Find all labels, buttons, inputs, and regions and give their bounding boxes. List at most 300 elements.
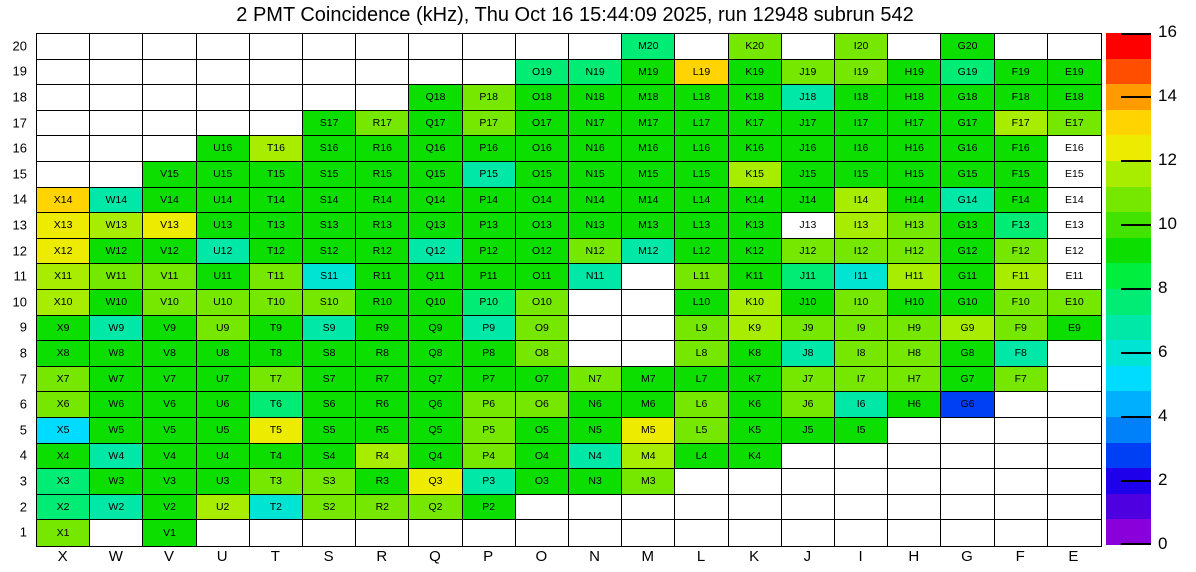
heatmap-cell: T14	[250, 188, 303, 214]
heatmap-cell	[250, 111, 303, 137]
heatmap-cell: U8	[197, 341, 250, 367]
heatmap-cell: R3	[356, 469, 409, 495]
heatmap-cell: P7	[463, 367, 516, 393]
heatmap-cell: R9	[356, 316, 409, 342]
heatmap-cell: X12	[37, 239, 90, 265]
colorbar-tick-label: 12	[1158, 150, 1177, 170]
heatmap-cell: J16	[782, 136, 835, 162]
heatmap-cell	[303, 34, 356, 60]
heatmap-cell: X9	[37, 316, 90, 342]
heatmap-cell: P15	[463, 162, 516, 188]
heatmap-cell: V5	[143, 418, 196, 444]
heatmap-cell: G15	[941, 162, 994, 188]
heatmap-cell	[995, 392, 1048, 418]
heatmap-cell: T2	[250, 495, 303, 521]
heatmap-cell	[995, 469, 1048, 495]
heatmap-cell: K8	[729, 341, 782, 367]
heatmap-cell: F11	[995, 264, 1048, 290]
heatmap-cell: O4	[516, 444, 569, 470]
heatmap-cell: H16	[888, 136, 941, 162]
heatmap-cell: M7	[622, 367, 675, 393]
heatmap-cell	[1048, 444, 1101, 470]
heatmap-cell	[250, 85, 303, 111]
heatmap-cell: S16	[303, 136, 356, 162]
heatmap-cell	[90, 162, 143, 188]
heatmap-cell: G14	[941, 188, 994, 214]
heatmap-cell	[90, 85, 143, 111]
heatmap-cell	[835, 520, 888, 546]
heatmap-cell	[1048, 34, 1101, 60]
heatmap-cell: O17	[516, 111, 569, 137]
heatmap-cell	[356, 34, 409, 60]
heatmap-cell: O13	[516, 213, 569, 239]
heatmap-cell: H8	[888, 341, 941, 367]
heatmap-cell: J10	[782, 290, 835, 316]
colorbar-band	[1106, 187, 1151, 213]
y-axis-label: 9	[19, 319, 27, 335]
heatmap-cell	[888, 418, 941, 444]
heatmap-cell: M17	[622, 111, 675, 137]
x-axis-label: M	[641, 548, 655, 565]
heatmap-cell: Q13	[409, 213, 462, 239]
heatmap-cell: L10	[675, 290, 728, 316]
heatmap-cell: W13	[90, 213, 143, 239]
heatmap-cell	[835, 495, 888, 521]
heatmap-cell: K14	[729, 188, 782, 214]
heatmap-cell: N5	[569, 418, 622, 444]
heatmap-cell	[782, 34, 835, 60]
x-axis-label: X	[57, 548, 68, 565]
heatmap-cell	[569, 495, 622, 521]
heatmap-cell	[622, 495, 675, 521]
heatmap-cell: G19	[941, 60, 994, 86]
heatmap-cell: R7	[356, 367, 409, 393]
heatmap-cell: T15	[250, 162, 303, 188]
heatmap-cell: J19	[782, 60, 835, 86]
heatmap-cell: P9	[463, 316, 516, 342]
heatmap-cell: U5	[197, 418, 250, 444]
heatmap-cell	[888, 495, 941, 521]
page-title: 2 PMT Coincidence (kHz), Thu Oct 16 15:44:09 2025, run 12948 subrun 542	[236, 4, 914, 26]
heatmap-cell: Q15	[409, 162, 462, 188]
colorbar-tick	[1121, 224, 1151, 226]
heatmap-cell: O15	[516, 162, 569, 188]
heatmap-cell: L5	[675, 418, 728, 444]
heatmap-cell	[622, 341, 675, 367]
heatmap-cell: L7	[675, 367, 728, 393]
y-axis-label: 14	[12, 191, 27, 207]
colorbar-tick	[1121, 543, 1151, 545]
heatmap-cell	[888, 444, 941, 470]
heatmap-cell: W12	[90, 239, 143, 265]
heatmap-cell	[90, 34, 143, 60]
heatmap-cell	[622, 290, 675, 316]
heatmap-cell: V15	[143, 162, 196, 188]
heatmap-cell: U2	[197, 495, 250, 521]
heatmap-cell	[1048, 392, 1101, 418]
heatmap-cell: J15	[782, 162, 835, 188]
heatmap-cell: F12	[995, 239, 1048, 265]
x-axis-label: K	[749, 548, 760, 565]
heatmap-cell: P11	[463, 264, 516, 290]
x-axis-label: W	[108, 548, 123, 565]
heatmap-cell: S14	[303, 188, 356, 214]
heatmap-cell: M3	[622, 469, 675, 495]
heatmap-cell: R11	[356, 264, 409, 290]
y-axis-label: 12	[12, 243, 27, 259]
heatmap-cell: G8	[941, 341, 994, 367]
heatmap-cell: Q12	[409, 239, 462, 265]
heatmap-cell: E16	[1048, 136, 1101, 162]
heatmap-cell: I9	[835, 316, 888, 342]
heatmap-cell	[569, 520, 622, 546]
heatmap-cell: T10	[250, 290, 303, 316]
heatmap-cell	[941, 495, 994, 521]
heatmap-cell: H12	[888, 239, 941, 265]
heatmap-cell	[941, 469, 994, 495]
heatmap-cell	[1048, 520, 1101, 546]
heatmap-cell	[463, 60, 516, 86]
heatmap-cell	[516, 520, 569, 546]
colorbar-band	[1106, 263, 1151, 289]
heatmap-cell: H19	[888, 60, 941, 86]
heatmap-cell: P3	[463, 469, 516, 495]
colorbar-band	[1106, 315, 1151, 341]
heatmap-cell	[995, 444, 1048, 470]
colorbar-band	[1106, 110, 1151, 136]
heatmap-cell: N18	[569, 85, 622, 111]
heatmap-cell: F7	[995, 367, 1048, 393]
heatmap-cell: U13	[197, 213, 250, 239]
heatmap-cell: H7	[888, 367, 941, 393]
y-axis-label: 4	[19, 447, 27, 463]
heatmap-cell: M14	[622, 188, 675, 214]
colorbar-band	[1106, 238, 1151, 264]
heatmap-cell: K6	[729, 392, 782, 418]
heatmap-cell: F16	[995, 136, 1048, 162]
heatmap-cell: T7	[250, 367, 303, 393]
heatmap-cell: O5	[516, 418, 569, 444]
heatmap-cell: S9	[303, 316, 356, 342]
colorbar-tick-label: 14	[1158, 86, 1177, 106]
heatmap-cell: S8	[303, 341, 356, 367]
heatmap-cell: I14	[835, 188, 888, 214]
heatmap-cell: O10	[516, 290, 569, 316]
y-axis-label: 7	[19, 371, 27, 387]
heatmap-cell: O16	[516, 136, 569, 162]
heatmap-cell: M19	[622, 60, 675, 86]
heatmap-cell: T16	[250, 136, 303, 162]
heatmap-cell: F14	[995, 188, 1048, 214]
heatmap-cell: I16	[835, 136, 888, 162]
heatmap-cell: J13	[782, 213, 835, 239]
heatmap-cell	[569, 290, 622, 316]
heatmap-cell: L6	[675, 392, 728, 418]
heatmap-cell: W8	[90, 341, 143, 367]
heatmap-cell: X3	[37, 469, 90, 495]
heatmap-cell	[250, 520, 303, 546]
heatmap-cell: K19	[729, 60, 782, 86]
heatmap-cell: G16	[941, 136, 994, 162]
heatmap-cell	[197, 60, 250, 86]
heatmap-cell: Q16	[409, 136, 462, 162]
heatmap-cell: V10	[143, 290, 196, 316]
heatmap-cell: U11	[197, 264, 250, 290]
heatmap-cell	[729, 469, 782, 495]
heatmap-cell: V7	[143, 367, 196, 393]
colorbar-tick-label: 4	[1158, 406, 1168, 426]
heatmap-cell: K7	[729, 367, 782, 393]
y-axis-label: 10	[12, 294, 27, 310]
colorbar	[1106, 22, 1177, 554]
heatmap-cell: U16	[197, 136, 250, 162]
heatmap-cell	[782, 444, 835, 470]
heatmap-cell: S6	[303, 392, 356, 418]
heatmap-cell: S2	[303, 495, 356, 521]
heatmap-cell: G18	[941, 85, 994, 111]
heatmap-cell	[835, 444, 888, 470]
heatmap-cell: E15	[1048, 162, 1101, 188]
x-axis-label: H	[908, 548, 920, 565]
heatmap-cell: G20	[941, 34, 994, 60]
heatmap-cell	[782, 520, 835, 546]
heatmap-cell	[90, 520, 143, 546]
heatmap-cell: E13	[1048, 213, 1101, 239]
heatmap-cell: L12	[675, 239, 728, 265]
y-axis-label: 8	[19, 345, 27, 361]
heatmap-cell: O8	[516, 341, 569, 367]
heatmap-cell: R8	[356, 341, 409, 367]
heatmap-cell: O19	[516, 60, 569, 86]
heatmap-cell: U7	[197, 367, 250, 393]
heatmap-cell: G11	[941, 264, 994, 290]
heatmap-cell: Q3	[409, 469, 462, 495]
heatmap-cell: G10	[941, 290, 994, 316]
heatmap-cell: F8	[995, 341, 1048, 367]
heatmap-cell: X6	[37, 392, 90, 418]
y-axis-label: 11	[13, 268, 27, 284]
x-axis-label: J	[803, 548, 812, 565]
heatmap-cell: G7	[941, 367, 994, 393]
heatmap-grid	[36, 33, 1102, 547]
y-axis-label: 2	[19, 499, 27, 515]
colorbar-band	[1106, 366, 1151, 392]
colorbar-tick-label: 2	[1158, 470, 1168, 490]
heatmap-cell	[90, 111, 143, 137]
heatmap-cell: L14	[675, 188, 728, 214]
heatmap-cell: R2	[356, 495, 409, 521]
heatmap-cell	[729, 495, 782, 521]
heatmap-cell: H6	[888, 392, 941, 418]
heatmap-cell: W11	[90, 264, 143, 290]
heatmap-cell: L4	[675, 444, 728, 470]
heatmap-cell	[888, 520, 941, 546]
heatmap-cell: T12	[250, 239, 303, 265]
heatmap-cell	[888, 34, 941, 60]
heatmap-cell	[782, 469, 835, 495]
heatmap-cell: S7	[303, 367, 356, 393]
heatmap-cell: I7	[835, 367, 888, 393]
heatmap-cell	[1048, 418, 1101, 444]
heatmap-cell: G9	[941, 316, 994, 342]
heatmap-cell: T11	[250, 264, 303, 290]
heatmap-cell: H9	[888, 316, 941, 342]
heatmap-cell: P13	[463, 213, 516, 239]
heatmap-cell: U3	[197, 469, 250, 495]
heatmap-cell: V9	[143, 316, 196, 342]
heatmap-cell: W3	[90, 469, 143, 495]
colorbar-band	[1106, 519, 1151, 545]
heatmap-cell: K10	[729, 290, 782, 316]
heatmap-cell: V12	[143, 239, 196, 265]
heatmap-cell: H15	[888, 162, 941, 188]
heatmap-cell	[197, 85, 250, 111]
x-axis-label: I	[858, 548, 863, 565]
heatmap-cell	[622, 316, 675, 342]
heatmap-cell: I17	[835, 111, 888, 137]
heatmap-cell	[516, 495, 569, 521]
heatmap-cell: X7	[37, 367, 90, 393]
heatmap-cell: I19	[835, 60, 888, 86]
heatmap-cell: L19	[675, 60, 728, 86]
x-axis-label: E	[1068, 548, 1079, 565]
heatmap-cell: M15	[622, 162, 675, 188]
heatmap-cell	[37, 85, 90, 111]
heatmap-cell: N15	[569, 162, 622, 188]
heatmap-cell: J17	[782, 111, 835, 137]
heatmap-cell: J5	[782, 418, 835, 444]
heatmap-cell: T4	[250, 444, 303, 470]
heatmap-cell: T9	[250, 316, 303, 342]
heatmap-cell: M18	[622, 85, 675, 111]
colorbar-band	[1106, 443, 1151, 469]
heatmap-cell: V1	[143, 520, 196, 546]
x-axis-label: N	[589, 548, 601, 565]
heatmap-cell: E9	[1048, 316, 1101, 342]
heatmap-cell: I5	[835, 418, 888, 444]
heatmap-cell: N6	[569, 392, 622, 418]
heatmap-cell: H14	[888, 188, 941, 214]
heatmap-cell	[1048, 469, 1101, 495]
heatmap-cell: Q7	[409, 367, 462, 393]
heatmap-cell: W2	[90, 495, 143, 521]
heatmap-cell	[356, 60, 409, 86]
heatmap-cell: R6	[356, 392, 409, 418]
heatmap-cell: R4	[356, 444, 409, 470]
heatmap-cell	[1048, 341, 1101, 367]
heatmap-cell: U9	[197, 316, 250, 342]
heatmap-cell: R14	[356, 188, 409, 214]
heatmap-cell: N14	[569, 188, 622, 214]
heatmap-cell	[250, 60, 303, 86]
heatmap-cell: Q10	[409, 290, 462, 316]
heatmap-cell: I20	[835, 34, 888, 60]
heatmap-cell: G12	[941, 239, 994, 265]
colorbar-band	[1106, 289, 1151, 315]
y-axis-labels	[0, 33, 30, 545]
heatmap-cell: G13	[941, 213, 994, 239]
heatmap-cell: J9	[782, 316, 835, 342]
heatmap-cell: Q8	[409, 341, 462, 367]
heatmap-cell	[622, 264, 675, 290]
heatmap-cell: G17	[941, 111, 994, 137]
heatmap-cell: U12	[197, 239, 250, 265]
heatmap-cell: E10	[1048, 290, 1101, 316]
x-axis-label: T	[270, 548, 280, 565]
heatmap-cell: J8	[782, 341, 835, 367]
colorbar-tick-label: 6	[1158, 342, 1168, 362]
heatmap-cell	[37, 162, 90, 188]
heatmap-cell: H18	[888, 85, 941, 111]
colorbar-tick-label: 8	[1158, 278, 1168, 298]
heatmap-cell: F17	[995, 111, 1048, 137]
heatmap-cell	[37, 34, 90, 60]
heatmap-cell: X4	[37, 444, 90, 470]
heatmap-cell: L17	[675, 111, 728, 137]
heatmap-cell: N3	[569, 469, 622, 495]
heatmap-cell	[409, 60, 462, 86]
heatmap-cell: W10	[90, 290, 143, 316]
heatmap-cell	[995, 418, 1048, 444]
heatmap-cell: E12	[1048, 239, 1101, 265]
heatmap-cell: K12	[729, 239, 782, 265]
heatmap-cell: W5	[90, 418, 143, 444]
x-axis-label: P	[483, 548, 494, 565]
heatmap-cell: J12	[782, 239, 835, 265]
heatmap-cell: M16	[622, 136, 675, 162]
heatmap-cell: O11	[516, 264, 569, 290]
x-axis-label: R	[376, 548, 388, 565]
y-axis-label: 20	[12, 38, 27, 54]
heatmap-cell: K17	[729, 111, 782, 137]
heatmap-cell	[941, 418, 994, 444]
heatmap-cell: P6	[463, 392, 516, 418]
heatmap-cell	[356, 520, 409, 546]
heatmap-cell	[143, 85, 196, 111]
heatmap-cell: K20	[729, 34, 782, 60]
heatmap-cell: F18	[995, 85, 1048, 111]
x-axis-label: L	[696, 548, 706, 565]
heatmap-cell: V11	[143, 264, 196, 290]
heatmap-cell: W14	[90, 188, 143, 214]
heatmap-cell: S15	[303, 162, 356, 188]
colorbar-tick	[1121, 416, 1151, 418]
heatmap-cell: I6	[835, 392, 888, 418]
heatmap-cell: O6	[516, 392, 569, 418]
heatmap-cell: N13	[569, 213, 622, 239]
heatmap-cell: W9	[90, 316, 143, 342]
heatmap-cell: O7	[516, 367, 569, 393]
heatmap-cell: S11	[303, 264, 356, 290]
heatmap-cell: X14	[37, 188, 90, 214]
heatmap-cell	[197, 520, 250, 546]
heatmap-cell: N19	[569, 60, 622, 86]
heatmap-cell: O3	[516, 469, 569, 495]
heatmap-cell: V8	[143, 341, 196, 367]
heatmap-cell: P12	[463, 239, 516, 265]
colorbar-tick	[1121, 352, 1151, 354]
y-axis-label: 3	[19, 473, 27, 489]
heatmap-cell	[622, 520, 675, 546]
heatmap-cell	[143, 136, 196, 162]
heatmap-cell: U4	[197, 444, 250, 470]
heatmap-cell: U6	[197, 392, 250, 418]
heatmap-cell: Q17	[409, 111, 462, 137]
heatmap-cell	[941, 444, 994, 470]
heatmap-cell: X2	[37, 495, 90, 521]
heatmap-cell	[37, 111, 90, 137]
heatmap-cell	[37, 136, 90, 162]
